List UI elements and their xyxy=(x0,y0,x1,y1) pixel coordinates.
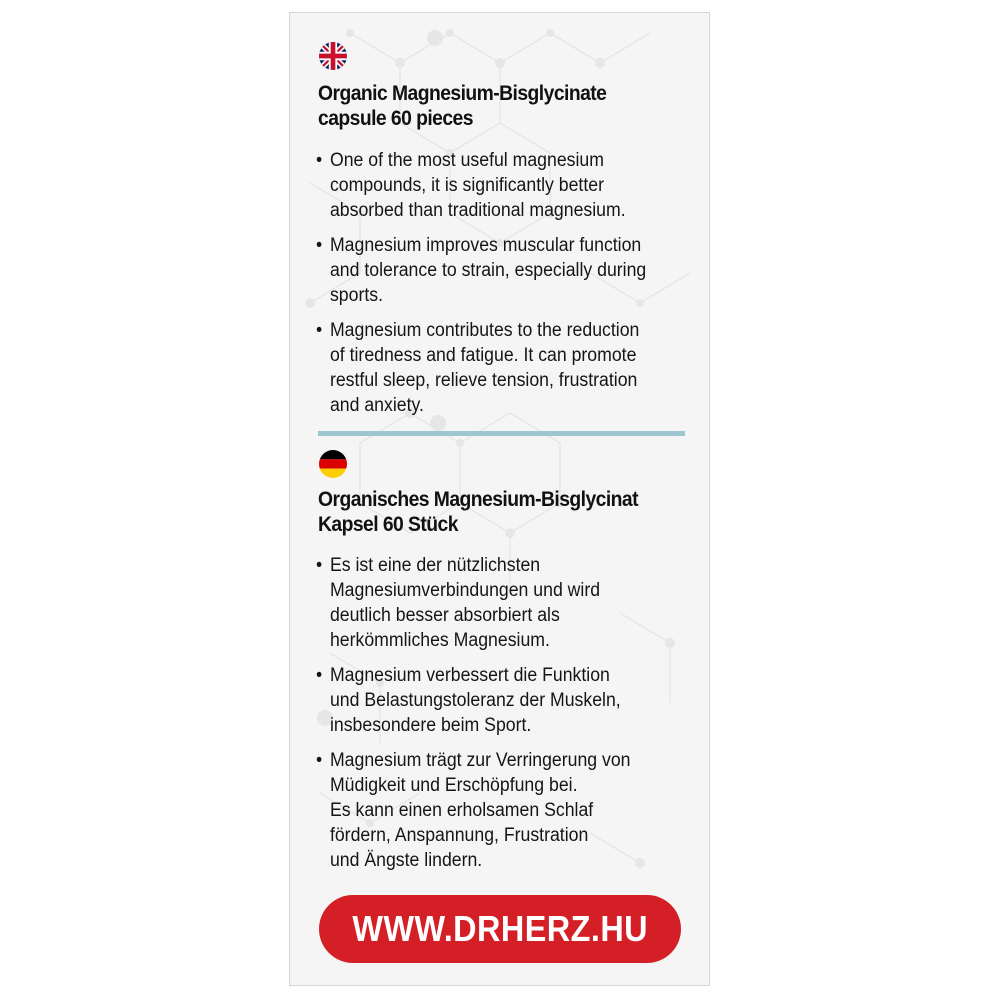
list-item xyxy=(316,663,669,738)
bullet-text-line: absorbed than traditional magnesium. xyxy=(329,200,626,221)
bullet-text-line: fördern, Anspannung, Frustration xyxy=(329,825,589,846)
bullet-point: • xyxy=(316,235,323,256)
list-item xyxy=(316,748,669,873)
german-product-title xyxy=(318,487,672,537)
bullet-text-line: Magnesium contributes to the reduction xyxy=(329,320,640,341)
german-title-line: Organisches Magnesium-Bisglycinat xyxy=(318,488,638,511)
bullet-text-line: Müdigkeit und Erschöpfung bei. xyxy=(329,775,578,796)
english-product-title xyxy=(318,81,672,131)
uk-flag-icon xyxy=(319,42,347,70)
website-link-button[interactable] xyxy=(319,895,681,963)
bullet-text-line: und Ängste lindern. xyxy=(329,850,483,871)
bullet-point: • xyxy=(316,150,323,171)
german-title-line: Kapsel 60 Stück xyxy=(318,513,458,536)
bullet-point: • xyxy=(316,665,323,686)
bullet-text-line: Es kann einen erholsamen Schlaf xyxy=(329,800,594,821)
bullet-text-line: deutlich besser absorbiert als xyxy=(329,605,560,626)
bullet-text-line: Es ist eine der nützlichsten xyxy=(329,555,541,576)
english-title-line: Organic Magnesium-Bisglycinate xyxy=(318,82,607,105)
list-item xyxy=(316,318,669,418)
german-benefits-list xyxy=(316,553,669,883)
english-benefits-list xyxy=(316,148,669,428)
bullet-text-line: One of the most useful magnesium xyxy=(329,150,604,171)
bullet-text-line: compounds, it is significantly better xyxy=(329,175,604,196)
bullet-text-line: Magnesium improves muscular function xyxy=(329,235,642,256)
bullet-text-line: and anxiety. xyxy=(329,395,424,416)
section-divider xyxy=(318,431,685,436)
germany-flag-icon xyxy=(319,450,347,478)
website-url-label: WWW.DRHERZ.HU xyxy=(352,908,648,949)
bullet-text-line: Magnesium trägt zur Verringerung von xyxy=(329,750,631,771)
bullet-text-line: of tiredness and fatigue. It can promote xyxy=(329,345,637,366)
bullet-text-line: Magnesium verbessert die Funktion xyxy=(329,665,610,686)
list-item xyxy=(316,148,669,223)
english-title-line: capsule 60 pieces xyxy=(318,107,473,130)
bullet-text-line: herkömmliches Magnesium. xyxy=(329,630,550,651)
bullet-point: • xyxy=(316,555,323,576)
list-item xyxy=(316,553,669,653)
bullet-text-line: Magnesiumverbindungen und wird xyxy=(329,580,601,601)
bullet-point: • xyxy=(316,750,323,771)
bullet-point: • xyxy=(316,320,323,341)
list-item xyxy=(316,233,669,308)
bullet-text-line: und Belastungstoleranz der Muskeln, xyxy=(329,690,621,711)
bullet-text-line: restful sleep, relieve tension, frustration xyxy=(329,370,638,391)
bullet-text-line: sports. xyxy=(329,285,383,306)
bullet-text-line: insbesondere beim Sport. xyxy=(329,715,532,736)
product-info-panel xyxy=(289,12,710,986)
bullet-text-line: and tolerance to strain, especially during xyxy=(329,260,647,281)
